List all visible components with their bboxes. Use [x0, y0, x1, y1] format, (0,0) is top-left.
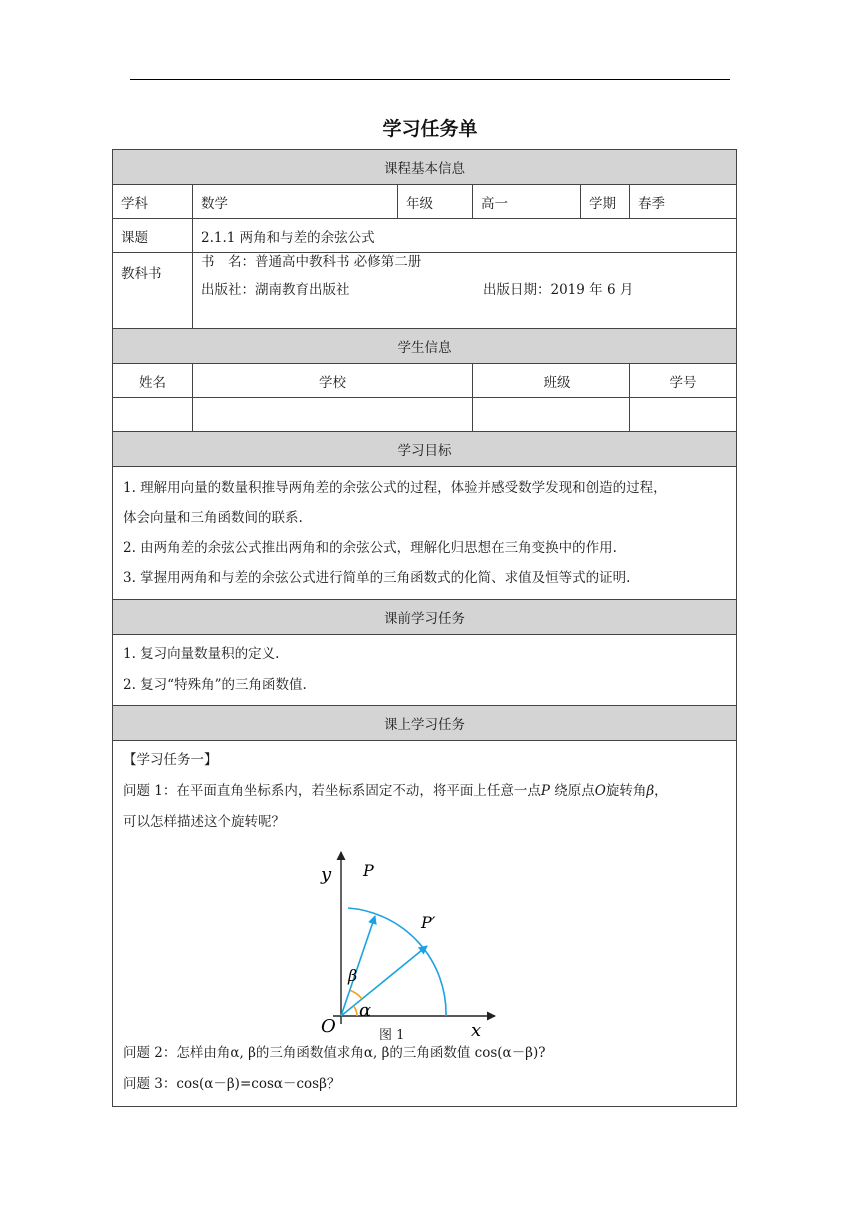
label-alpha: α — [359, 1000, 372, 1021]
book-name: 书 名：普通高中教科书 必修第二册 — [201, 254, 422, 270]
label-p-prime: P′ — [421, 913, 436, 932]
grade-value: 高一 — [473, 185, 581, 219]
student-class-cell[interactable] — [473, 398, 630, 432]
rotation-figure — [123, 846, 726, 1043]
task-heading: 【学习任务一】 — [123, 752, 218, 768]
book-pub-date: 出版日期：2019 年 6 月 — [483, 282, 634, 298]
goal-item: 3. 掌握用两角和与差的余弦公式进行简单的三角函数式的化简、求值及恒等式的证明. — [123, 570, 631, 586]
goal-item: 2. 由两角差的余弦公式推出两角和的余弦公式，理解化归思想在三角变换中的作用. — [123, 540, 617, 556]
angle-alpha-mark — [354, 1006, 358, 1016]
document-title: 学习任务单 — [382, 118, 478, 140]
question-3: 问题 3：cos(α－β)=cosα－cosβ？ — [123, 1076, 341, 1092]
term-label: 学期 — [581, 185, 630, 219]
question-2: 问题 2：怎样由角α, β的三角函数值求角α, β的三角函数值 cos(α－β)? — [123, 1045, 546, 1061]
book-publisher: 出版社：湖南教育出版社 — [201, 282, 350, 298]
student-id-header: 学号 — [630, 364, 737, 398]
student-name-cell[interactable] — [113, 398, 193, 432]
header-rule — [130, 79, 730, 80]
grade-label: 年级 — [398, 185, 473, 219]
section-class-tasks: 课上学习任务 — [113, 706, 737, 741]
label-origin: O — [321, 1016, 336, 1037]
class-task-content — [113, 741, 737, 1107]
topic-value: 2.1.1 两角和与差的余弦公式 — [193, 219, 737, 253]
student-school-header: 学校 — [193, 364, 473, 398]
subject-label: 学科 — [113, 185, 193, 219]
textbook-label: 教科书 — [113, 253, 193, 329]
goals-list — [113, 467, 737, 600]
goal-item-continued: 体会向量和三角函数间的联系. — [123, 510, 303, 526]
pre-task-list — [113, 635, 737, 706]
section-pre-tasks: 课前学习任务 — [113, 600, 737, 635]
label-p: P — [363, 861, 374, 880]
student-name-header: 姓名 — [113, 364, 193, 398]
question-1: 问题 1：在平面直角坐标系内，若坐标系固定不动，将平面上任意一点P 绕原点O旋转角β， — [123, 783, 668, 799]
section-student-info: 学生信息 — [113, 329, 737, 364]
figure-caption: 图 1 — [379, 1028, 405, 1043]
task-sheet-table — [112, 149, 737, 1107]
student-id-cell[interactable] — [630, 398, 737, 432]
student-school-cell[interactable] — [193, 398, 473, 432]
rotation-diagram — [303, 846, 503, 1038]
label-beta: β — [348, 966, 358, 985]
angle-beta-mark — [351, 991, 363, 1000]
label-x: x — [471, 1020, 482, 1038]
student-class-header: 班级 — [473, 364, 630, 398]
textbook-info — [193, 253, 737, 329]
pre-task-item: 1. 复习向量数量积的定义. — [123, 646, 280, 662]
label-y: y — [321, 864, 332, 885]
term-value: 春季 — [630, 185, 737, 219]
pre-task-item: 2. 复习“特殊角”的三角函数值. — [123, 677, 307, 693]
topic-label: 课题 — [113, 219, 193, 253]
question-1-continued: 可以怎样描述这个旋转呢？ — [123, 814, 285, 830]
section-goals: 学习目标 — [113, 432, 737, 467]
subject-value: 数学 — [193, 185, 398, 219]
section-basic-info: 课程基本信息 — [113, 150, 737, 185]
goal-item: 1. 理解用向量的数量积推导两角差的余弦公式的过程，体验并感受数学发现和创造的过程， — [123, 480, 667, 496]
